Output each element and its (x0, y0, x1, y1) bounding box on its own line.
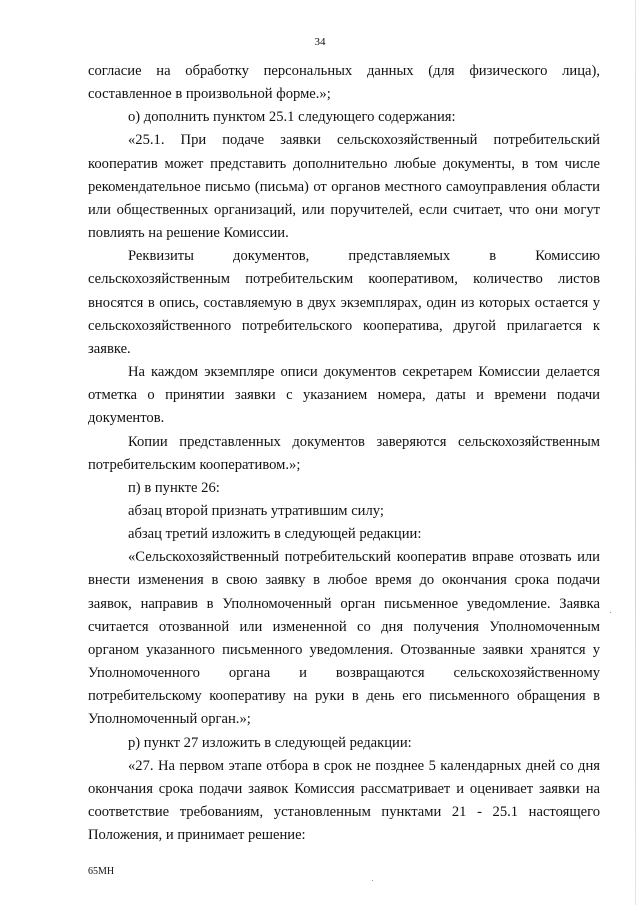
footer-code: 65МН (88, 866, 115, 877)
paragraph: На каждом экземпляре описи документов секретарем Комиссии делается отметка о принятии заявки с указанием номера, даты и времени подачи документов. (88, 364, 600, 427)
paragraph: «25.1. При подаче заявки сельскохозяйственный потребительский кооператив может представить дополнительно любые документы, в том числе рекомендательное письмо (письма) от органов местного самоуправления области или общественных организаций, или поручителей, если считает, что они могут повлиять на решение Комиссии. (88, 132, 600, 242)
paragraph: п) в пункте 26: (128, 479, 220, 496)
page-number: 34 (314, 36, 326, 48)
paragraph: абзац третий изложить в следующей редакции: (128, 526, 422, 543)
scan-speck (372, 880, 373, 881)
scan-edge-line (635, 0, 636, 905)
paragraph: абзац второй признать утратившим силу; (128, 502, 384, 519)
paragraph: р) пункт 27 изложить в следующей редакции: (128, 734, 412, 751)
paragraph: «27. На первом этапе отбора в срок не позднее 5 календарных дней со дня окончания срока подачи заявок Комиссия рассматривает и оценивает заявки на соответствие требованиям, установленным пунктами 21 - 25.1 настоящего Положения, и принимает решение: (88, 757, 600, 844)
paragraph: Реквизиты документов, представляемых в Комиссию сельскохозяйственным потребительским кооперативом, количество листов вносятся в опись, составляемую в двух экземплярах, один из которых остается у сельскохозяйственного потребительского кооператива, другой прилагается к заявке. (88, 248, 600, 357)
paragraph: Копии представленных документов заверяются сельскохозяйственным потребительским кооперативом.»; (88, 433, 600, 473)
scan-speck (610, 612, 611, 613)
paragraph: «Сельскохозяйственный потребительский кооператив вправе отозвать или внести изменения в свою заявку в любое время до окончания срока подачи заявок, направив в Уполномоченный орган письменное уведомление. Заявка считается отозванной или измененной со дня получения Уполномоченным органом указанного письменного уведомления. Отозванные заявки хранятся у Уполномоченного органа и возвращаются сельскохозяйственному потребительскому кооперативу на руки в день его письменного обращения в Уполномоченный орган.»; (88, 549, 600, 728)
document-body (88, 60, 600, 847)
paragraph: согласие на обработку персональных данных (для физического лица), составленное в произвольной форме.»; (88, 63, 600, 103)
paragraph: о) дополнить пунктом 25.1 следующего содержания: (128, 109, 456, 126)
